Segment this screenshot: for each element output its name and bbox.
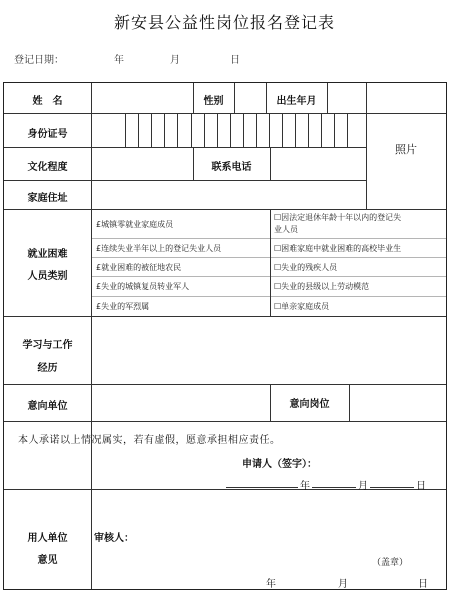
review-year: 年 (266, 579, 276, 590)
reviewer-label: 审核人： (94, 533, 134, 544)
education-label: 文化程度 (27, 162, 68, 173)
photo-label: 照片 (395, 143, 417, 156)
category-option[interactable]: £就业困难的被征地农民 (96, 263, 182, 272)
category-option[interactable]: ☐失业的县级以上劳动模范 (274, 282, 370, 291)
category-option-continued: 业人员 (274, 225, 298, 234)
review-day: 日 (418, 579, 428, 590)
review-month: 月 (338, 579, 348, 590)
category-label-line1: 就业困难 (27, 249, 68, 260)
category-label-line2: 人员类别 (27, 271, 68, 282)
category-option[interactable]: £失业的城镇复员转业军人 (96, 282, 190, 291)
category-option[interactable]: ☐因法定退休年龄十年以内的登记失 (274, 213, 402, 222)
applicant-month: 月 (358, 481, 368, 492)
form-title: 新安县公益性岗位报名登记表 (113, 13, 335, 32)
category-option[interactable]: £城镇零就业家庭成员 (96, 220, 174, 229)
birth-label: 出生年月 (276, 96, 317, 107)
registration-form (3, 82, 447, 590)
declaration-text: 本人承诺以上情况属实，若有虚假，愿意承担相应责任。 (18, 435, 281, 446)
intended-post-label: 意向岗位 (289, 399, 330, 410)
category-option[interactable]: £失业的军烈属 (96, 302, 150, 311)
employer-label-line1: 用人单位 (27, 533, 68, 544)
category-option[interactable]: ☐困难家庭中就业困难的高校毕业生 (274, 244, 402, 253)
register-year: 年 (114, 55, 124, 66)
name-label: 姓 名 (32, 96, 63, 107)
register-date-label: 登记日期： (14, 55, 64, 66)
seal-label: （盖章） (372, 558, 409, 568)
applicant-year: 年 (300, 481, 310, 492)
phone-label: 联系电话 (211, 162, 252, 173)
experience-label-line2: 经历 (37, 363, 58, 374)
address-label: 家庭住址 (27, 193, 68, 204)
employer-label-line2: 意见 (37, 555, 58, 566)
gender-label: 性别 (203, 96, 224, 107)
register-month: 月 (170, 55, 180, 66)
category-option[interactable]: ☐单亲家庭成员 (274, 302, 330, 311)
register-day: 日 (230, 55, 240, 66)
applicant-day: 日 (416, 481, 426, 492)
experience-label-line1: 学习与工作 (22, 340, 73, 351)
category-option[interactable]: ☐失业的残疾人员 (274, 263, 338, 272)
applicant-signature-label: 申请人（签字）： (242, 459, 317, 470)
category-option[interactable]: £连续失业半年以上的登记失业人员 (96, 244, 222, 253)
intended-unit-label: 意向单位 (27, 401, 68, 412)
id-number-label: 身份证号 (27, 129, 68, 140)
